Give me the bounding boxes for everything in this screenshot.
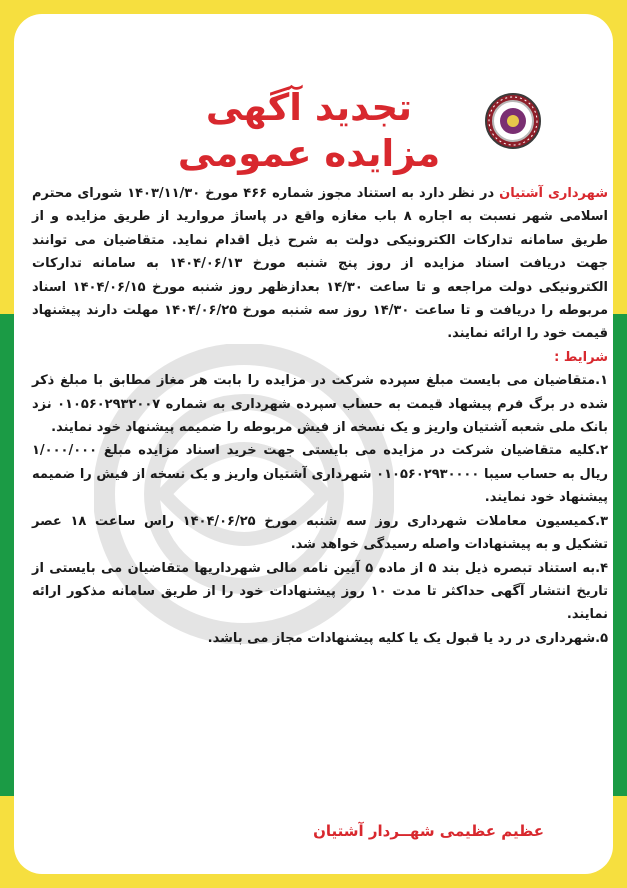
municipality-emblem-icon: [484, 92, 542, 150]
condition-2: ۲.کلیه متقاضیان شرکت در مزایده می بایستی جهت خرید اسناد مزایده مبلغ ۱/۰۰۰/۰۰۰ ریال به حساب سیبا ۰۱۰۵۶۰۲۹۳۰۰۰۰ شهرداری آشتیان واریز و یک نسخه از فیش را ضمیمه پیشنهاد خود نمایند.: [32, 443, 609, 506]
condition-1: ۱.متقاضیان می بایست مبلغ سپرده شرکت در مزایده را بابت هر مغاز مطابق با مبلغ ذکر شده در برگ فرم پیشهاد قیمت به حساب سپرده شهرداری به شماره ۰۱۰۵۶۰۲۹۳۲۰۰۷ نزد بانک ملی شعبه آشتیان واریز و یک نسخه از فیش مربوطه را ضمیمه پیشنهاد خود نمایند.: [32, 373, 608, 436]
intro-org: شهرداری آشتیان: [499, 186, 608, 201]
conditions-title: شرایط :: [554, 349, 608, 365]
condition-5: ۵.شهرداری در رد یا قبول یک یا کلیه پیشنهادات مجاز می باشد.: [207, 630, 608, 646]
condition-4: ۴.به استناد تبصره ذیل بند ۵ از ماده ۵ آیین نامه مالی شهرداریها متقاضیان می بایستی از تاریخ انتشار آگهی حداکثر تا مدت ۱۰ روز پیشنهادات خود را از طریق سامانه مذکور ارائه نمایند.: [32, 560, 608, 623]
intro-paragraph: [32, 182, 608, 346]
intro-text: در نظر دارد به استناد مجوز شماره ۴۶۶ مورخ ۱۴۰۳/۱۱/۳۰ شورای محترم اسلامی شهر نسبت به اجاره ۸ باب مغازه واقع در پاساژ مروارید از طریق مزایده و از طریق سامانه تدارکات الکترونیکی دولت به شرح ذیل اقدام نماید. متقاضیان می توانند جهت دریافت اسناد مزایده از روز پنج شنبه مورخ ۱۴۰۴/۰۶/۱۳ به سامانه تدارکات الکترونیکی دولت مراجعه و تا ساعت ۱۴/۳۰ بعدازظهر روز شنبه مورخ ۱۴۰۴/۰۶/۱۵ اسناد مربوطه را دریافت و تا ساعت ۱۴/۳۰ روز سه شنبه مورخ ۱۴۰۴/۰۶/۲۵ مهلت دارند پیشنهاد قیمت خود را ارائه نمایند.: [32, 186, 609, 342]
notice-title-line2: مزایده عمومی: [177, 132, 441, 175]
notice-card: [14, 14, 613, 874]
signature: عظیم عظیمی شهــردار آشتیان: [313, 822, 544, 840]
notice-body: [32, 182, 608, 650]
condition-3: ۳.کمیسیون معاملات شهرداری روز سه شنبه مورخ ۱۴۰۴/۰۶/۲۵ راس ساعت ۱۸ عصر تشکیل و به پیشنهادات واصله رسیدگی خواهد شد.: [32, 513, 609, 553]
notice-title-line1: تجدید آگهی: [205, 86, 413, 129]
